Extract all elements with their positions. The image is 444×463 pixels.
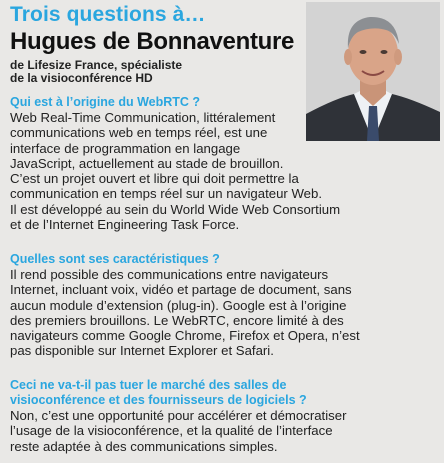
answer-line: aucun module d’extension (plug-in). Google est à l’origine — [10, 297, 347, 313]
answer-line: Internet, incluant voix, vidéo et partage de document, sans — [10, 282, 352, 298]
answer-line: navigateurs comme Google Chrome, Firefox et Opera, n’est — [10, 328, 360, 344]
question-line: Ceci ne va-t-il pas tuer le marché des salles de — [10, 378, 287, 392]
role-line: de la visioconférence HD — [10, 71, 153, 85]
answer-line: communications web en temps réel, est une — [10, 125, 268, 141]
answer-1 — [10, 110, 435, 232]
answer-2 — [10, 267, 435, 359]
kicker-title: Trois questions à… — [10, 3, 206, 26]
answer-line: interface de programmation en langage — [10, 140, 241, 156]
answer-line: Il est développé au sein du World Wide Web Consortium — [10, 201, 341, 217]
answer-line: l’usage de la visioconférence, et la qualité de l’interface — [10, 423, 333, 439]
interviewee-role — [10, 59, 210, 85]
answer-line: reste adaptée à des communications simples. — [10, 438, 278, 454]
question-2: Quelles sont ses caractéristiques ? — [10, 252, 220, 266]
answer-line: communication en temps réel sur un navigateur Web. — [10, 186, 323, 202]
answer-line: pas disponible sur Internet Explorer et Safari. — [10, 343, 274, 359]
answer-line: Il rend possible des communications entre navigateurs — [10, 267, 329, 282]
answer-line: JavaScript, actuellement au stade de brouillon. — [10, 155, 284, 171]
answer-line: et de l’Internet Engineering Task Force. — [10, 217, 240, 233]
role-line: de Lifesize France, spécialiste — [10, 58, 183, 72]
answer-line: Web Real-Time Communication, littéralement — [10, 110, 276, 125]
question-3 — [10, 378, 435, 408]
qa-block-1 — [10, 95, 435, 232]
answer-line: Non, c’est une opportunité pour accélérer et démocratiser — [10, 408, 347, 423]
interviewee-name: Hugues de Bonnaventure — [10, 28, 295, 55]
qa-block-3 — [10, 378, 435, 454]
question-line: visioconférence et des fournisseurs de logiciels ? — [10, 393, 307, 407]
qa-block-2 — [10, 252, 435, 359]
question-1: Qui est à l’origine du WebRTC ? — [10, 95, 201, 109]
answer-line: des premiers brouillons. Le WebRTC, encore limité à des — [10, 312, 344, 328]
answer-line: C’est un projet ouvert et libre qui doit permettre la — [10, 171, 299, 187]
answer-3 — [10, 408, 435, 454]
